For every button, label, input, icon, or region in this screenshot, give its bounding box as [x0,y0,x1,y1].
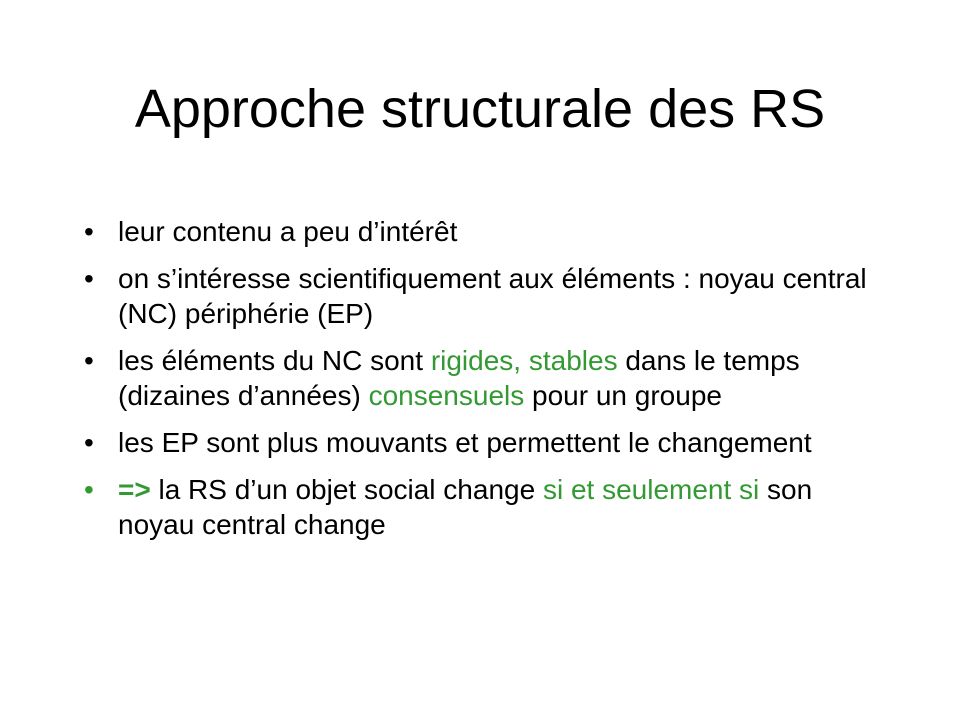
bullet-dot-icon: • [84,474,94,505]
highlight-text: consensuels [368,380,525,411]
highlight-text: rigides, stables [430,345,618,376]
bullet-dot-icon: • [84,345,94,376]
bullet-item [82,472,882,542]
bullet-text: on s’intéresse scientifiquement aux éléments : noyau central (NC) périphérie (EP) [118,263,867,329]
bullet-text: dans le temps (dizaines d’années) [118,345,800,411]
bullet-text: les éléments du NC sont [118,345,431,376]
bullet-dot-icon: • [84,216,94,247]
bullet-dot-icon: • [84,263,94,294]
bullet-item [82,343,882,413]
bullet-text: la RS d’un objet social change [150,474,543,505]
slide-title: Approche structurale des RS [134,79,826,139]
bullet-text: pour un groupe [524,380,722,411]
bullet-text: les EP sont plus mouvants et permettent le changement [118,427,812,458]
bullet-list [82,214,882,554]
bullet-text: son noyau central change [118,474,813,540]
bullet-item [82,261,882,331]
bullet-text: leur contenu a peu d’intérêt [118,216,458,247]
bullet-item [82,214,882,249]
arrow-symbol: => [118,474,151,505]
highlight-text: si et seulement si [542,474,760,505]
bullet-dot-icon: • [84,427,94,458]
bullet-item [82,425,882,460]
